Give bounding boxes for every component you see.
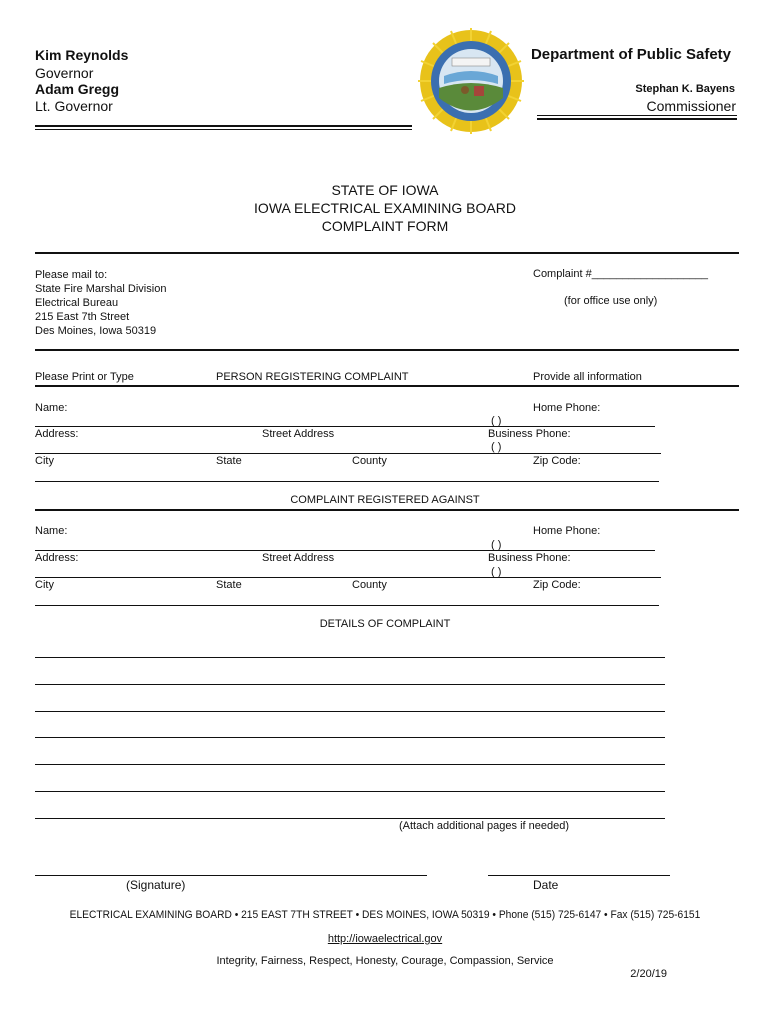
complainant-address-label: Address: bbox=[35, 428, 79, 440]
respondent-city-line[interactable] bbox=[35, 605, 659, 606]
respondent-business-phone-label: Business Phone: bbox=[488, 552, 571, 564]
details-line[interactable] bbox=[35, 818, 665, 819]
title-rule bbox=[35, 252, 739, 254]
complaint-number-field[interactable]: Complaint #___________________ bbox=[533, 268, 708, 280]
commissioner-name: Stephan K. Bayens bbox=[635, 83, 735, 95]
respondent-state-label: State bbox=[216, 579, 242, 591]
phone-area-code: ( ) bbox=[491, 539, 502, 551]
details-line[interactable] bbox=[35, 764, 665, 765]
details-line[interactable] bbox=[35, 711, 665, 712]
governor-title: Governor bbox=[35, 65, 94, 81]
complainant-home-phone-label: Home Phone: bbox=[533, 402, 601, 414]
header-rule-left bbox=[35, 125, 412, 127]
details-line[interactable] bbox=[35, 737, 665, 738]
date-line[interactable] bbox=[488, 875, 670, 876]
header-rule-left-thin bbox=[35, 129, 412, 130]
against-heading: COMPLAINT REGISTERED AGAINST bbox=[290, 494, 480, 506]
office-use-note: (for office use only) bbox=[564, 295, 658, 307]
respondent-county-label: County bbox=[352, 579, 387, 591]
details-line[interactable] bbox=[35, 791, 665, 792]
complainant-city-label: City bbox=[35, 455, 54, 467]
complainant-state-label: State bbox=[216, 455, 242, 467]
respondent-name-label: Name: bbox=[35, 525, 68, 537]
attach-note: (Attach additional pages if needed) bbox=[399, 820, 570, 832]
footer-url-wrapper bbox=[0, 933, 770, 945]
iowa-state-seal-icon bbox=[418, 28, 524, 134]
footer-address: ELECTRICAL EXAMINING BOARD • 215 EAST 7TH STREET • DES MOINES, IOWA 50319 • Phone (515) 725-6147 • Fax (515) 725-6151 bbox=[69, 909, 701, 921]
title-board: IOWA ELECTRICAL EXAMINING BOARD bbox=[254, 200, 516, 216]
respondent-name-line[interactable] bbox=[35, 550, 655, 551]
title-form: COMPLAINT FORM bbox=[321, 218, 449, 234]
mail-to-line: State Fire Marshal Division bbox=[35, 283, 167, 295]
details-heading: DETAILS OF COMPLAINT bbox=[319, 618, 451, 630]
commissioner-title: Commissioner bbox=[646, 98, 736, 114]
complainant-business-phone-label: Business Phone: bbox=[488, 428, 571, 440]
mail-to-label: Please mail to: bbox=[35, 269, 108, 281]
signature-line[interactable] bbox=[35, 875, 427, 876]
phone-area-code: ( ) bbox=[491, 566, 502, 578]
header-rule-right-thick bbox=[537, 118, 737, 120]
respondent-zip-label: Zip Code: bbox=[533, 579, 581, 591]
mail-to-line: Electrical Bureau bbox=[35, 297, 119, 309]
mail-rule bbox=[35, 349, 739, 351]
footer-date: 2/20/19 bbox=[630, 968, 667, 980]
footer-values: Integrity, Fairness, Respect, Honesty, Courage, Compassion, Service bbox=[216, 955, 554, 967]
person-registering-heading: PERSON REGISTERING COMPLAINT bbox=[216, 371, 409, 383]
details-line[interactable] bbox=[35, 684, 665, 685]
complainant-county-label: County bbox=[352, 455, 387, 467]
complainant-zip-label: Zip Code: bbox=[533, 455, 581, 467]
mail-to-block bbox=[35, 268, 166, 338]
lt-governor-name: Adam Gregg bbox=[35, 81, 120, 97]
department-name: Department of Public Safety bbox=[530, 46, 731, 63]
respondent-city-label: City bbox=[35, 579, 54, 591]
phone-area-code: ( ) bbox=[491, 415, 502, 427]
lt-governor-title: Lt. Governor bbox=[35, 98, 113, 114]
complainant-name-label: Name: bbox=[35, 402, 68, 414]
complainant-name-line[interactable] bbox=[35, 426, 655, 427]
header-rule-right bbox=[537, 115, 737, 116]
print-type-note: Please Print or Type bbox=[35, 371, 134, 383]
respondent-home-phone-label: Home Phone: bbox=[533, 525, 601, 537]
complainant-street-label: Street Address bbox=[262, 428, 335, 440]
provide-info-note: Provide all information bbox=[533, 371, 642, 383]
footer-url-link[interactable]: http://iowaelectrical.gov bbox=[327, 933, 443, 945]
mail-to-line: 215 East 7th Street bbox=[35, 311, 130, 323]
governor-name: Kim Reynolds bbox=[35, 47, 129, 63]
against-rule bbox=[35, 509, 739, 511]
phone-area-code: ( ) bbox=[491, 441, 502, 453]
signature-label: (Signature) bbox=[126, 878, 186, 892]
date-label: Date bbox=[533, 878, 559, 892]
title-state: STATE OF IOWA bbox=[331, 182, 439, 198]
complainant-city-line[interactable] bbox=[35, 481, 659, 482]
mail-to-line: Des Moines, Iowa 50319 bbox=[35, 325, 157, 337]
respondent-street-label: Street Address bbox=[262, 552, 335, 564]
respondent-address-label: Address: bbox=[35, 552, 79, 564]
respondent-address-line[interactable] bbox=[35, 577, 661, 578]
details-line[interactable] bbox=[35, 657, 665, 658]
complainant-address-line[interactable] bbox=[35, 453, 661, 454]
section-rule bbox=[35, 385, 739, 387]
